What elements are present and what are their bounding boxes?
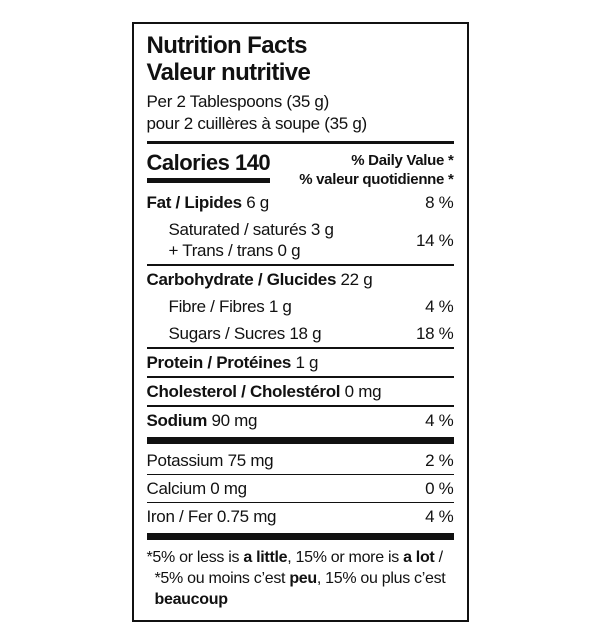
footnote-peu: peu: [289, 570, 317, 587]
daily-value-header-french: % valeur quotidienne *: [299, 171, 454, 188]
calories-section: [147, 151, 271, 183]
serving-size-english: Per 2 Tablespoons (35 g): [146, 92, 329, 111]
sodium-name: [147, 410, 418, 431]
calcium-dv: 0 %: [425, 479, 454, 498]
fat-amount: 6 g: [241, 193, 269, 212]
nutrient-row-potassium: [147, 447, 454, 474]
footnote-text: *5% or less is: [146, 549, 244, 566]
carbohydrate-name-bold: Carbohydrate / Glucides: [146, 270, 337, 289]
nutrient-row-carbohydrate: [147, 266, 454, 293]
sugars-name: Sugars / Sucres 18 g: [168, 324, 322, 343]
iron-dv: 4 %: [425, 507, 454, 526]
nutrient-row-cholesterol: [147, 378, 454, 405]
saturated-line: Saturated / saturés 3 g: [168, 220, 334, 239]
iron-thick-divider-bar: [147, 533, 454, 540]
protein-amount: 1 g: [291, 353, 319, 372]
calories-underline-bar: [147, 178, 271, 183]
calories-heading: [147, 151, 271, 175]
fat-dv: 8 %: [425, 193, 454, 212]
title-english: Nutrition Facts: [146, 32, 307, 59]
fat-name: [147, 192, 418, 213]
trans-line: + Trans / trans 0 g: [168, 241, 301, 260]
cholesterol-name-bold: Cholesterol / Cholestérol: [146, 382, 341, 401]
sodium-dv: 4 %: [425, 411, 454, 430]
nutrient-row-fibre: [147, 293, 454, 320]
protein-name-bold: Protein / Protéines: [146, 353, 292, 372]
calories-label: Calories: [146, 150, 230, 175]
label-title: [147, 32, 454, 86]
serving-divider: [147, 141, 454, 144]
calories-header-row: [147, 151, 454, 189]
nutrient-row-calcium: [147, 475, 454, 502]
daily-value-footnote: [147, 547, 454, 610]
title-french: Valeur nutritive: [146, 59, 311, 86]
cholesterol-name: [147, 381, 446, 402]
sodium-thick-divider-bar: [147, 437, 454, 444]
carbohydrate-amount: 22 g: [336, 270, 373, 289]
potassium-dv: 2 %: [425, 451, 454, 470]
calcium-name: Calcium 0 mg: [146, 479, 247, 498]
nutrient-row-sodium: [147, 407, 454, 434]
daily-value-header: [299, 151, 453, 189]
footnote-text: , 15% or more is: [287, 549, 404, 566]
serving-size: [147, 91, 454, 135]
nutrient-row-sugars: [147, 320, 454, 347]
saturated-trans-name: [147, 219, 408, 261]
iron-name: Iron / Fer 0.75 mg: [146, 507, 277, 526]
footnote-text: / *5% ou moins c’est: [154, 549, 443, 587]
serving-size-french: pour 2 cuillères à soupe (35 g): [146, 114, 367, 133]
potassium-name: Potassium 75 mg: [146, 451, 274, 470]
fat-name-bold: Fat / Lipides: [146, 193, 242, 212]
calories-value: 140: [234, 150, 271, 175]
carbohydrate-name: [147, 269, 446, 290]
footnote-a-little: a little: [243, 549, 288, 566]
nutrient-row-saturated-trans: [147, 216, 454, 264]
protein-name: [147, 352, 446, 373]
nutrient-row-iron: [147, 503, 454, 530]
nutrient-row-protein: [147, 349, 454, 376]
footnote-text: , 15% ou plus c’est: [316, 570, 446, 587]
cholesterol-amount: 0 mg: [340, 382, 382, 401]
fibre-dv: 4 %: [425, 297, 454, 316]
footnote-beaucoup: beaucoup: [154, 591, 228, 608]
nutrient-row-fat: [147, 189, 454, 216]
fibre-name: Fibre / Fibres 1 g: [168, 297, 292, 316]
sodium-name-bold: Sodium: [146, 411, 208, 430]
nutrition-facts-label: [132, 22, 469, 622]
sugars-dv: 18 %: [415, 324, 454, 343]
saturated-trans-dv: 14 %: [415, 230, 454, 250]
sodium-amount: 90 mg: [207, 411, 258, 430]
daily-value-header-english: % Daily Value *: [351, 152, 454, 169]
footnote-a-lot: a lot: [403, 549, 435, 566]
